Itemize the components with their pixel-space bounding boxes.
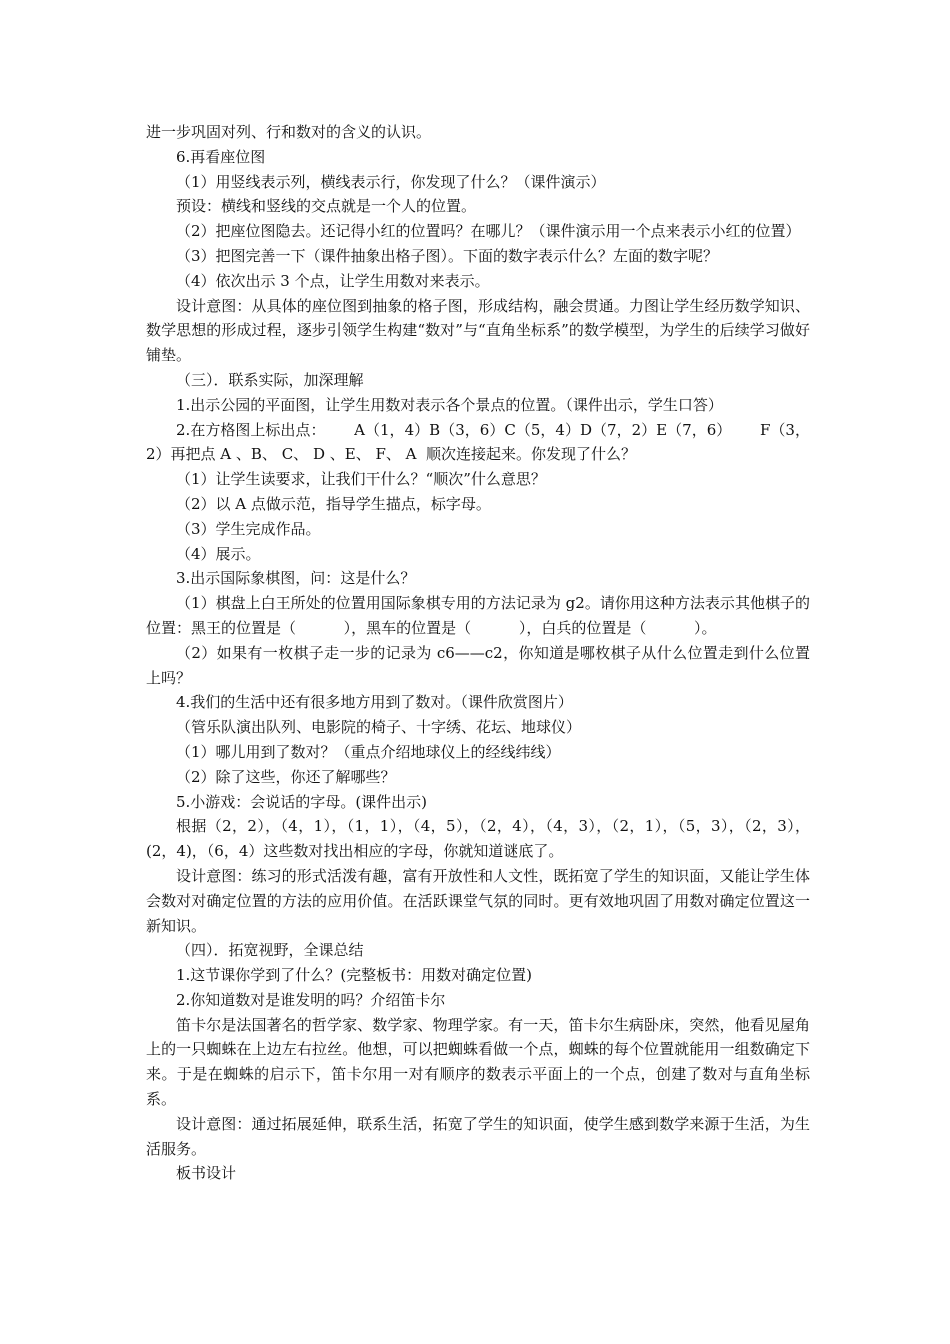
- paragraph: 预设：横线和竖线的交点就是一个人的位置。: [176, 197, 477, 216]
- paragraph: （3）学生完成作品。: [176, 519, 321, 538]
- paragraph: 根据（2，2），（4，1），（1，1），（4，5），（2，4），（4，3），（2，1），（5，3），（2，3），(2，4)，（6，4）这些数对找出相应的字母，你就知道谜底了。: [146, 817, 810, 861]
- design-intent-paragraph: 设计意图：通过拓展延伸，联系生活，拓宽了学生的知识面，使学生感到数学来源于生活，为生活服务。: [146, 1114, 810, 1158]
- paragraph: 2.你知道数对是谁发明的吗？介绍笛卡尔: [176, 990, 446, 1009]
- paragraph: 5.小游戏：会说话的字母。(课件出示): [176, 792, 428, 811]
- section-heading: 板书设计: [176, 1164, 237, 1183]
- paragraph: （2）除了这些，你还了解哪些？: [176, 767, 396, 786]
- paragraph: （1）棋盘上白王所处的位置用国际象棋专用的方法记录为 g2。请你用这种方法表示其他棋子的位置：黑王的位置是（ ），黑车的位置是（ ），白兵的位置是（ ）。: [146, 594, 810, 637]
- paragraph: 2.在方格图上标出点： A（1，4）B（3，6）C（5，4）D（7，2）E（7，6） F（3，2）再把点 A 、B、 C、 D 、E、 F、 A 顺次连接起来。你发现了什么？: [146, 420, 810, 464]
- design-intent-paragraph: 设计意图：练习的形式活泼有趣，富有开放性和人文性，既拓宽了学生的知识面，又能让学生体会数对对确定位置的方法的应用价值。在活跃课堂气氛的同时。更有效地巩固了用数对确定位置这一新知识。: [146, 866, 810, 935]
- paragraph: （2）把座位图隐去。还记得小红的位置吗？在哪儿？（课件演示用一个点来表示小红的位置）: [176, 222, 801, 241]
- paragraph: 1.这节课你学到了什么？(完整板书：用数对确定位置): [176, 966, 533, 985]
- section-heading: 6.再看座位图: [176, 147, 266, 166]
- paragraph: （4）展示。: [176, 544, 261, 563]
- document-page: [146, 120, 810, 1186]
- paragraph: （2）以 A 点做示范，指导学生描点，标字母。: [176, 494, 491, 513]
- section-heading: （四）．拓宽视野，全课总结: [176, 941, 364, 960]
- design-intent-paragraph: 设计意图：从具体的座位图到抽象的格子图，形成结构，融会贯通。力图让学生经历数学知识、数学思想的形成过程，逐步引领学生构建“数对”与“直角坐标系”的数学模型，为学生的后续学习做好铺垫。: [146, 296, 810, 365]
- paragraph: （3）把图完善一下（课件抽象出格子图）。下面的数字表示什么？左面的数字呢？: [176, 246, 719, 265]
- paragraph: （1）哪儿用到了数对？（重点介绍地球仪上的经线纬线）: [176, 742, 561, 761]
- section-heading: （三）．联系实际，加深理解: [176, 370, 364, 389]
- paragraph: （4）依次出示 3 个点，让学生用数对来表示。: [176, 271, 490, 290]
- paragraph: 4.我们的生活中还有很多地方用到了数对。（课件欣赏图片）: [176, 693, 573, 712]
- paragraph: （1）让学生读要求，让我们干什么？“顺次”什么意思？: [176, 470, 546, 489]
- paragraph: （管乐队演出队列、电影院的椅子、十字绣、花坛、地球仪）: [176, 718, 582, 737]
- paragraph: 1.出示公园的平面图，让学生用数对表示各个景点的位置。（课件出示，学生口答）: [176, 395, 723, 414]
- paragraph: 3.出示国际象棋图，问：这是什么？: [176, 569, 416, 588]
- paragraph: （2）如果有一枚棋子走一步的记录为 c6——c2，你知道是哪枚棋子从什么位置走到什么位置上吗？: [146, 643, 810, 687]
- paragraph: 进一步巩固对列、行和数对的含义的认识。: [146, 123, 432, 141]
- paragraph: （1）用竖线表示列，横线表示行，你发现了什么？（课件演示）: [176, 172, 606, 191]
- paragraph: 笛卡尔是法国著名的哲学家、数学家、物理学家。有一天，笛卡尔生病卧床，突然，他看见屋角上的一只蜘蛛在上边左右拉丝。他想，可以把蜘蛛看做一个点，蜘蛛的每个位置就能用一组数确定下来。于是在蜘蛛的启示下，笛卡尔用一对有顺序的数表示平面上的一个点，创建了数对与直角坐标系。: [146, 1015, 810, 1109]
